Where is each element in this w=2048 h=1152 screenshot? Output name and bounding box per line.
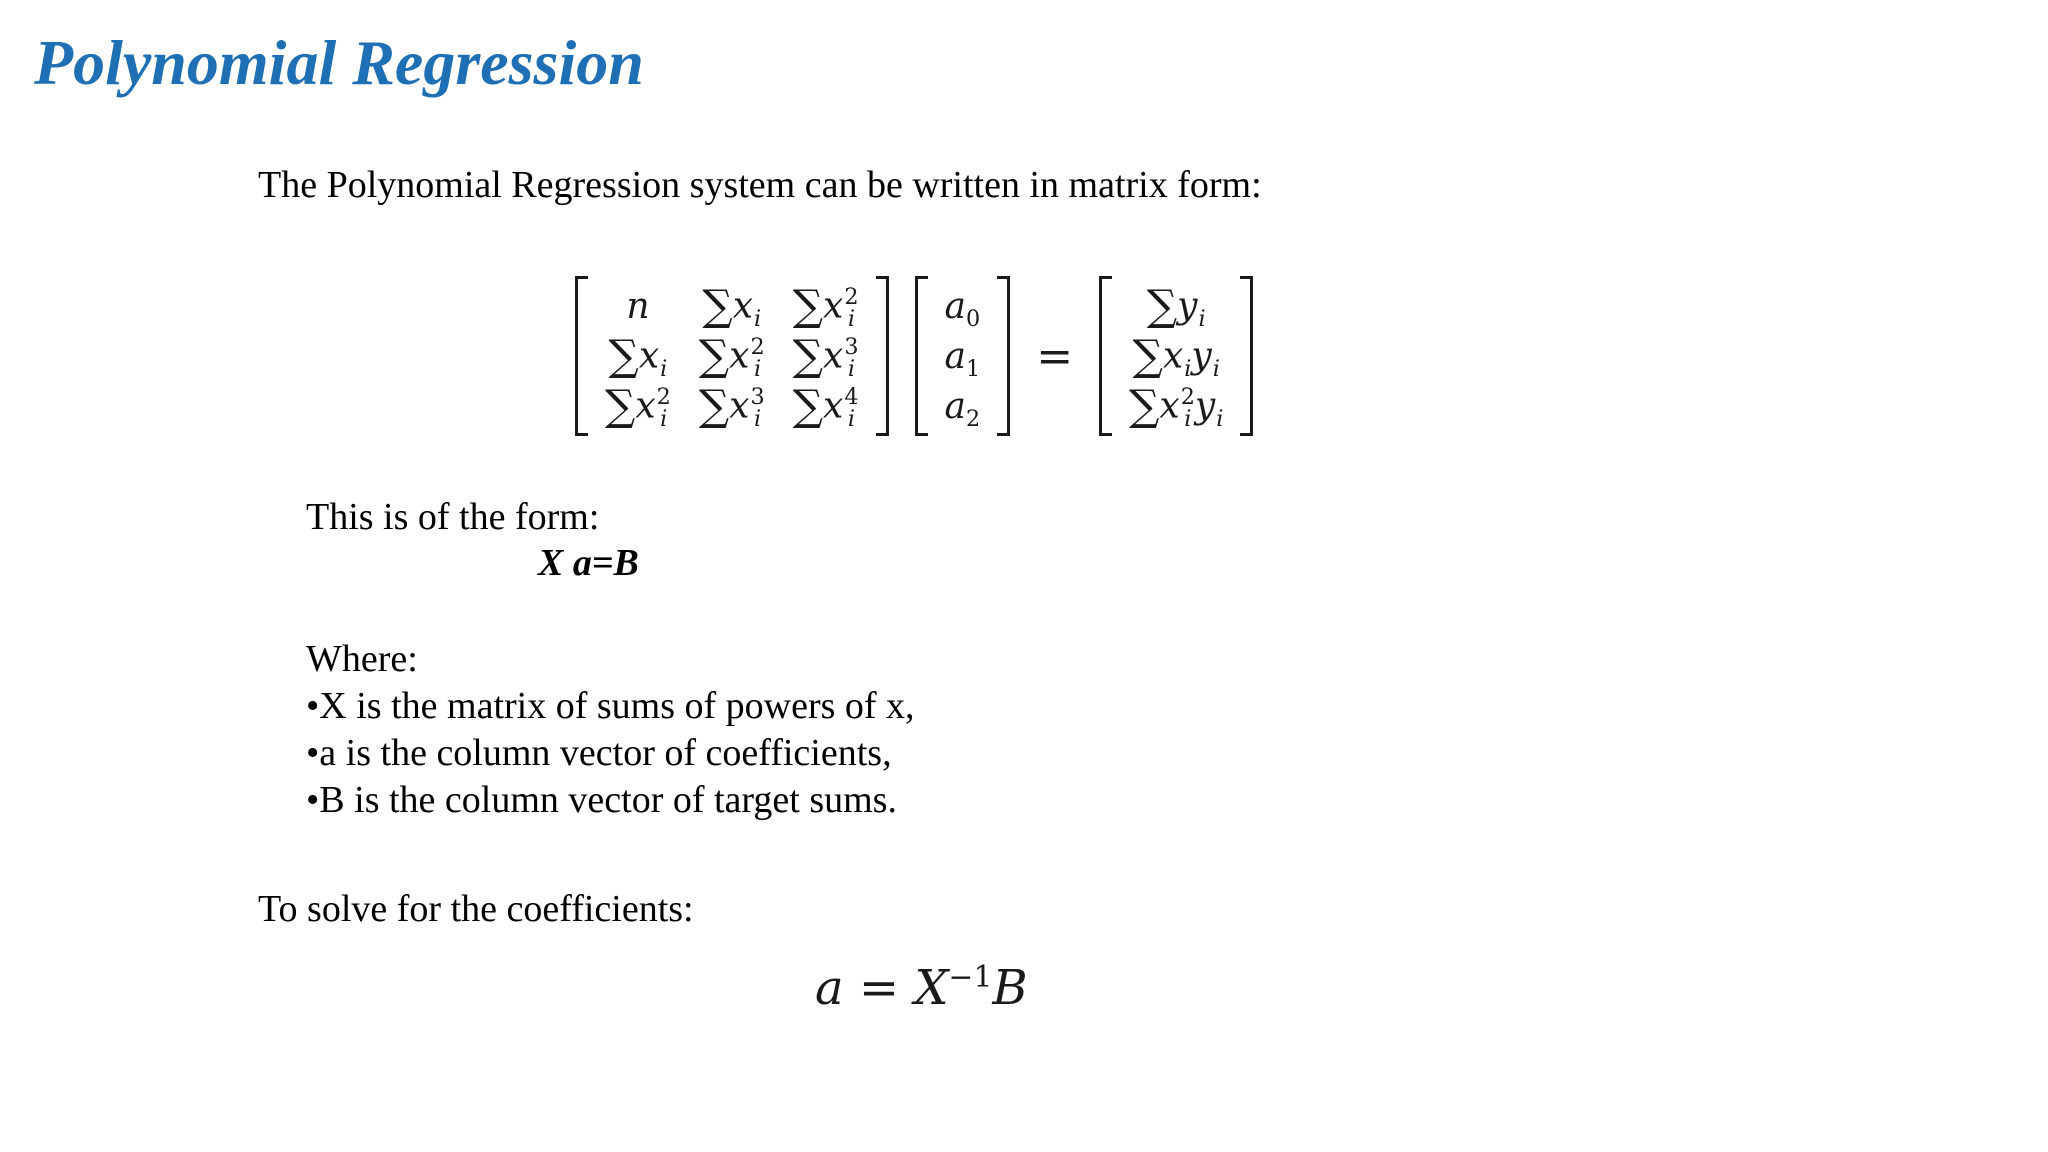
math-superscript: 3 (750, 383, 765, 410)
math-subscript: i (754, 355, 762, 382)
math-variable: y (1177, 284, 1198, 326)
sigma-symbol: ∑ (1129, 381, 1160, 431)
math-variable: a (944, 335, 966, 377)
math-superscript (754, 286, 761, 308)
math-superscript: 2 (656, 383, 671, 410)
vector-cell (931, 381, 995, 431)
solution-matrix: X (914, 960, 949, 1016)
vector-row (931, 281, 995, 331)
vector-cell (931, 331, 995, 381)
math-variable: x (1159, 384, 1180, 426)
sigma-symbol: ∑ (608, 331, 639, 381)
vector-a (915, 276, 1011, 436)
math-subscript: 1 (966, 355, 981, 382)
form-equation: X a=B (538, 542, 639, 584)
matrix-cell (779, 381, 873, 431)
vector-cell (931, 281, 995, 331)
math-superscript: 2 (750, 333, 765, 360)
sigma-symbol: ∑ (792, 381, 824, 431)
matrix-x (575, 276, 889, 436)
math-scripts (1213, 336, 1220, 381)
matrix-cell (591, 281, 685, 331)
sigma-symbol: ∑ (698, 331, 730, 381)
math-variable: n (626, 285, 650, 327)
math-subscript: i (1184, 355, 1192, 382)
matrix-cell (779, 281, 873, 331)
math-variable: x (823, 384, 844, 426)
math-variable: x (729, 334, 750, 376)
math-superscript: 2 (1180, 383, 1195, 410)
math-subscript: i (847, 405, 855, 432)
vector-row (1115, 331, 1237, 381)
math-subscript: i (1184, 405, 1192, 432)
math-superscript: 2 (844, 283, 859, 310)
list-item: •B is the column vector of target sums. (306, 779, 897, 821)
intro-text: The Polynomial Regression system can be written in matrix form: (258, 164, 1262, 206)
math-variable: x (635, 384, 656, 426)
solution-exponent: −1 (948, 960, 993, 995)
math-subscript: i (1216, 405, 1224, 432)
vector-row (931, 381, 995, 431)
math-variable: x (732, 284, 754, 326)
math-superscript (1216, 386, 1223, 408)
math-subscript: i (660, 405, 668, 432)
solution-equation (815, 960, 1028, 1016)
math-variable: x (823, 284, 844, 326)
math-variable: x (638, 334, 660, 376)
slide-title: Polynomial Regression (34, 27, 644, 98)
matrix-cell (779, 331, 873, 381)
matrix-cell (685, 281, 779, 331)
vector-cell (1115, 381, 1237, 431)
matrix-equation (575, 276, 1253, 436)
solution-equals: = (858, 960, 900, 1016)
vector-row (1115, 281, 1237, 331)
form-label: This is of the form: (306, 496, 600, 538)
math-subscript: i (660, 355, 668, 382)
sigma-symbol: ∑ (698, 381, 730, 431)
math-scripts (844, 333, 859, 382)
math-scripts (754, 286, 761, 331)
sigma-symbol: ∑ (1132, 331, 1163, 381)
math-scripts (1180, 383, 1195, 432)
math-superscript: 3 (844, 333, 859, 360)
math-variable: y (1194, 384, 1216, 426)
math-subscript: i (1198, 305, 1206, 332)
matrix-cell (591, 381, 685, 431)
math-subscript: i (754, 405, 762, 432)
math-subscript: i (847, 305, 855, 332)
sigma-symbol: ∑ (702, 281, 733, 331)
solution-rhs: B (992, 960, 1028, 1016)
vector-row (931, 331, 995, 381)
math-subscript: i (1212, 355, 1220, 382)
math-scripts (656, 383, 671, 432)
math-variable: x (729, 384, 750, 426)
math-scripts (1216, 386, 1223, 431)
math-superscript (1213, 336, 1220, 358)
math-variable: x (823, 334, 844, 376)
vector-cell (1115, 331, 1237, 381)
math-scripts (844, 283, 859, 332)
math-scripts (1199, 286, 1206, 331)
list-item: •a is the column vector of coefficients, (306, 732, 892, 774)
math-scripts (844, 383, 859, 432)
where-label: Where: (306, 638, 418, 680)
sigma-symbol: ∑ (605, 381, 636, 431)
math-variable: y (1191, 334, 1212, 376)
sigma-symbol: ∑ (1146, 281, 1178, 331)
equals-sign: = (1036, 330, 1074, 382)
definitions-list (306, 683, 915, 824)
solve-label: To solve for the coefficients: (258, 888, 694, 930)
math-variable: a (944, 285, 966, 327)
matrix-row (591, 331, 873, 381)
matrix-row (591, 281, 873, 331)
matrix-row (591, 381, 873, 431)
math-superscript (1199, 286, 1206, 308)
matrix-cell (591, 331, 685, 381)
math-superscript: 4 (844, 383, 859, 410)
vector-b (1099, 276, 1253, 436)
math-scripts (660, 336, 667, 381)
math-scripts (750, 383, 765, 432)
math-variable: x (1162, 334, 1184, 376)
vector-row (1115, 381, 1237, 431)
math-superscript (660, 336, 667, 358)
sigma-symbol: ∑ (792, 281, 824, 331)
solution-lhs: a (815, 960, 844, 1016)
matrix-cell (685, 331, 779, 381)
math-scripts (750, 333, 765, 382)
math-subscript: 2 (966, 405, 981, 432)
math-subscript: i (754, 305, 762, 332)
list-item: •X is the matrix of sums of powers of x, (306, 685, 915, 727)
math-variable: a (944, 385, 966, 427)
matrix-cell (685, 381, 779, 431)
math-subscript: i (847, 355, 855, 382)
sigma-symbol: ∑ (792, 331, 824, 381)
vector-cell (1115, 281, 1237, 331)
math-subscript: 0 (966, 305, 981, 332)
